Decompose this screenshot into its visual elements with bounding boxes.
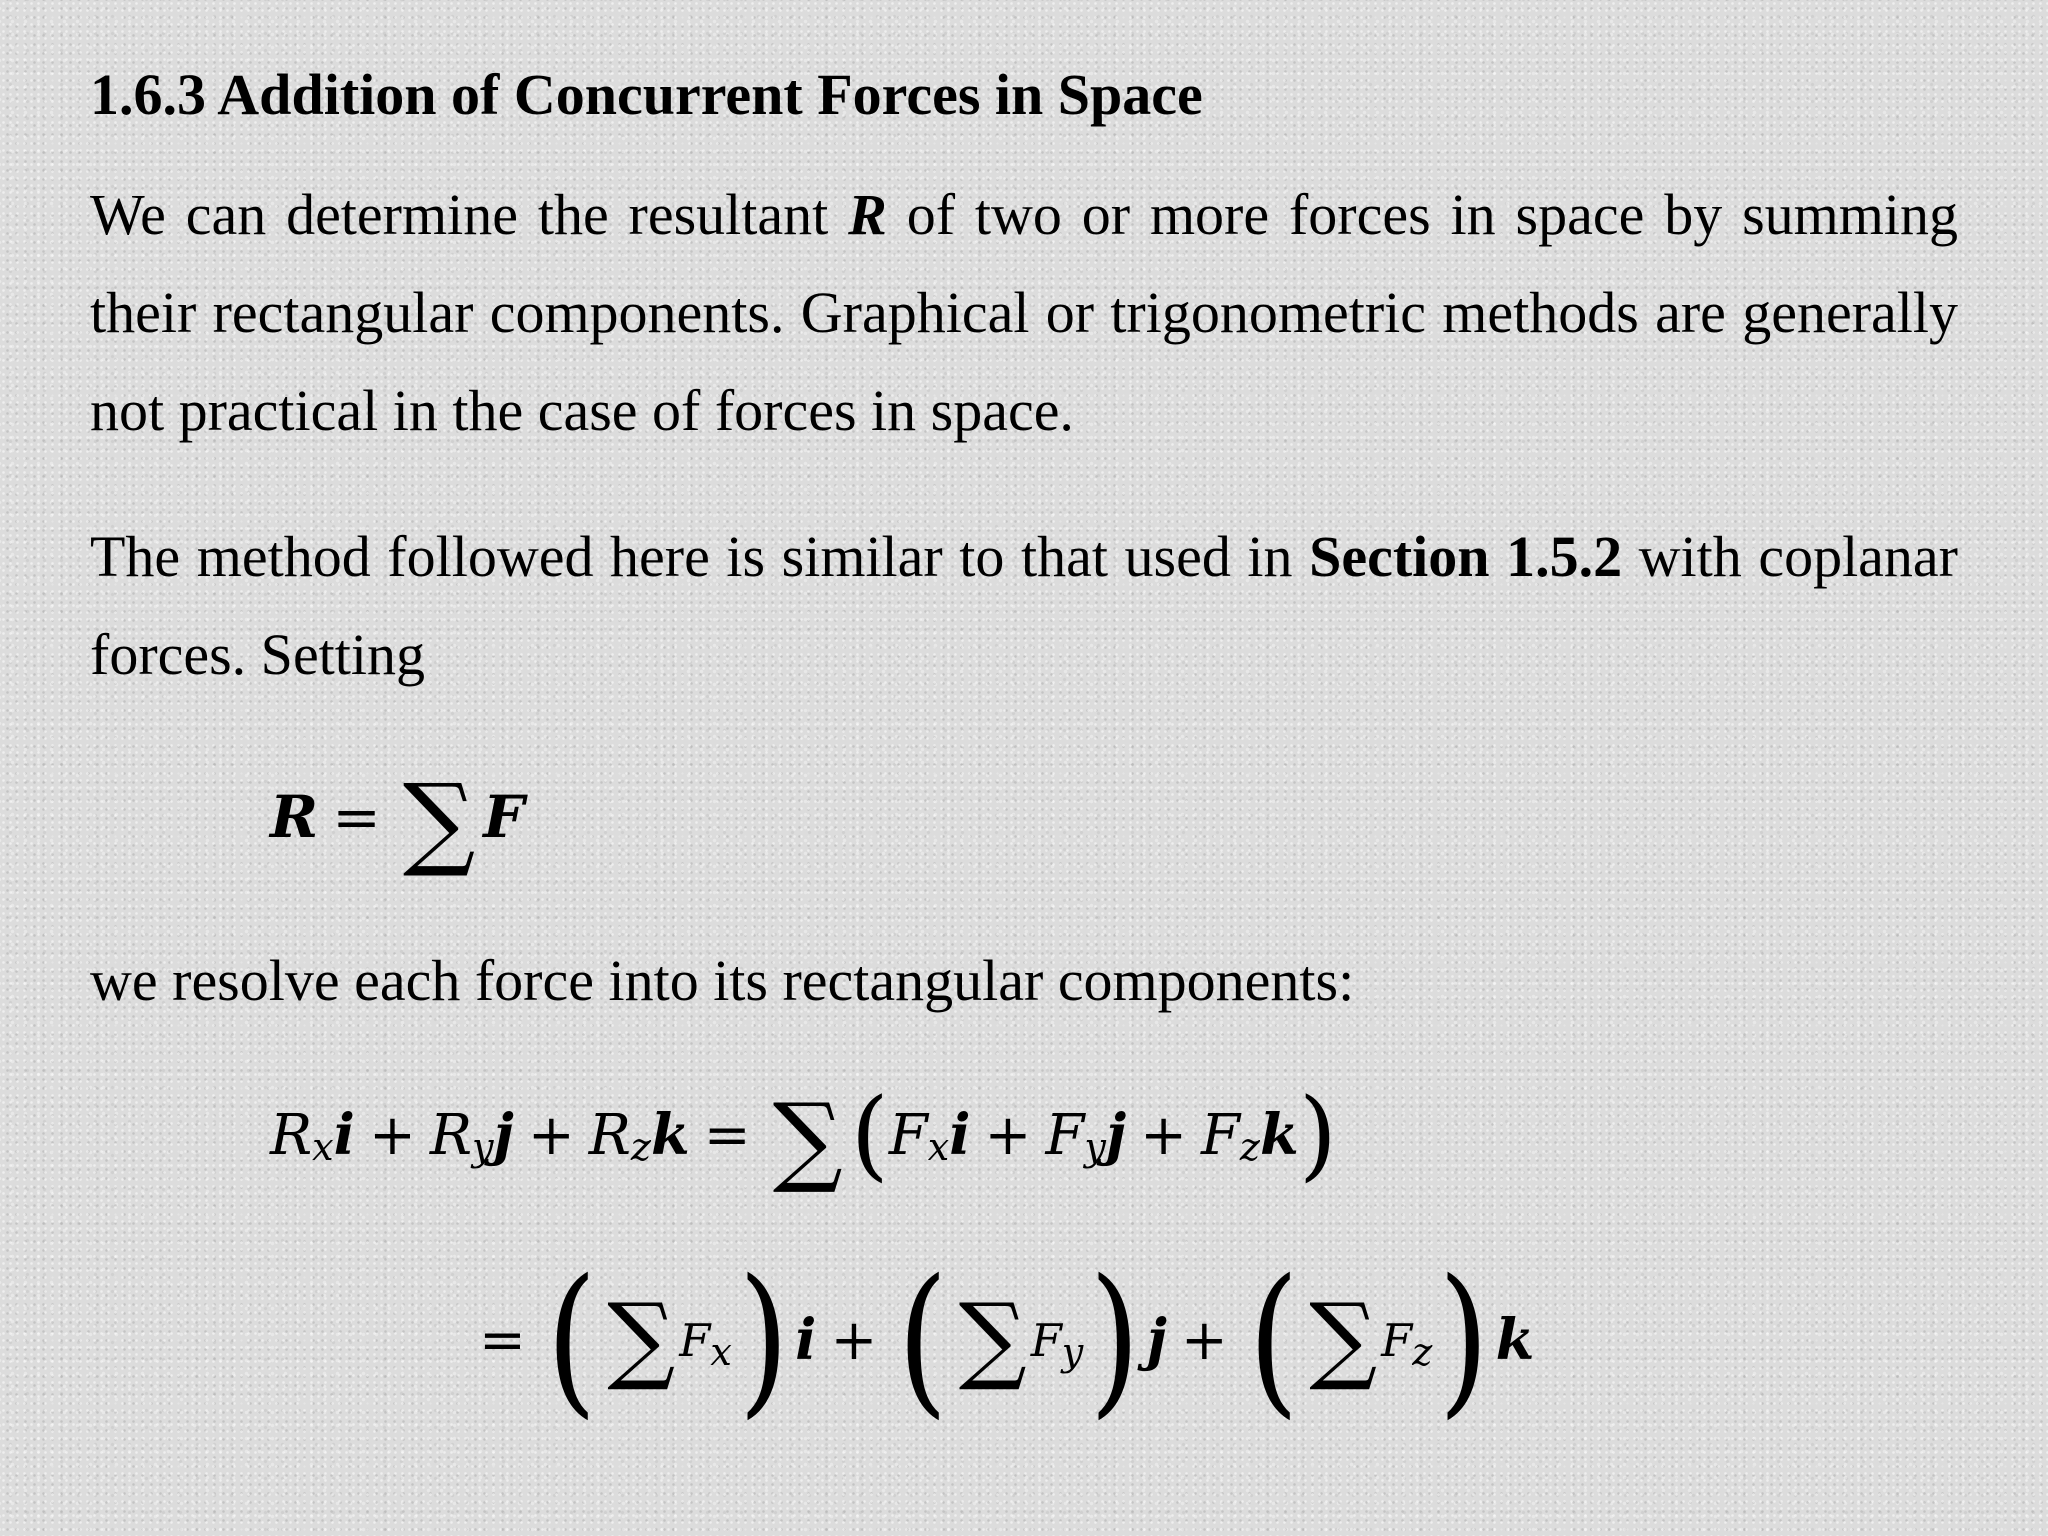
unit-vector-j: j xyxy=(1105,1102,1127,1168)
eq-plus: + xyxy=(1180,1307,1228,1373)
eq-symbol-F: F xyxy=(1381,1313,1413,1367)
eq-left-paren: ( xyxy=(897,1244,949,1434)
eq-symbol-R: R xyxy=(270,1102,313,1168)
paragraph-text: The method followed here is similar to that used in xyxy=(90,524,1310,589)
eq-subscript: y xyxy=(1084,1125,1106,1170)
paragraph-resolve: we resolve each force into its rectangular components: xyxy=(90,948,1355,1013)
sigma-symbol: ∑ xyxy=(772,1082,843,1197)
eq-left-paren: ( xyxy=(546,1244,597,1434)
eq-left-paren: ( xyxy=(1248,1244,1299,1434)
eq-right-paren: ) xyxy=(1438,1244,1490,1434)
sigma-symbol: ∑ xyxy=(402,762,476,881)
eq-subscript: y xyxy=(472,1125,494,1170)
eq-right-paren: ) xyxy=(1298,1078,1337,1192)
equation-resultant-sum xyxy=(270,742,524,892)
eq-subscript: z xyxy=(1412,1330,1433,1375)
eq-subscript: x xyxy=(710,1330,732,1375)
unit-vector-i: i xyxy=(949,1102,971,1168)
paragraph-text: We can determine the resultant xyxy=(90,182,849,247)
eq-left-paren: ( xyxy=(850,1078,889,1192)
eq-subscript: z xyxy=(1239,1125,1260,1170)
eq-right-paren: ) xyxy=(1089,1244,1141,1434)
unit-vector-j: j xyxy=(493,1102,514,1168)
eq-symbol-F: F xyxy=(1030,1313,1062,1367)
sigma-symbol: ∑ xyxy=(1309,1284,1378,1395)
eq-symbol-F: F xyxy=(483,783,525,851)
eq-subscript: y xyxy=(1061,1330,1084,1375)
eq-equals: = xyxy=(479,1307,526,1373)
eq-symbol-F: F xyxy=(679,1313,711,1367)
eq-plus: + xyxy=(1140,1102,1188,1168)
eq-equals: = xyxy=(703,1102,751,1168)
eq-plus: + xyxy=(368,1102,416,1168)
section-reference: Section 1.5.2 xyxy=(1309,524,1623,589)
paragraph-method xyxy=(90,508,1958,704)
paragraph-text: with coplanar forces. Setting xyxy=(90,524,1958,687)
eq-plus: + xyxy=(830,1307,878,1373)
eq-symbol-F: F xyxy=(888,1102,928,1168)
equation-components xyxy=(270,1060,1337,1210)
eq-right-paren: ) xyxy=(738,1244,789,1434)
sigma-symbol: ∑ xyxy=(958,1284,1027,1395)
eq-symbol-F: F xyxy=(1045,1102,1085,1168)
eq-symbol-F: F xyxy=(1201,1102,1240,1168)
equation-grouped-sums xyxy=(465,1245,1534,1435)
eq-plus: + xyxy=(527,1102,575,1168)
eq-symbol-R: R xyxy=(270,783,319,851)
eq-plus: + xyxy=(984,1102,1032,1168)
sigma-symbol: ∑ xyxy=(607,1284,676,1395)
unit-vector-k: k xyxy=(650,1102,690,1168)
eq-equals: = xyxy=(332,783,381,851)
eq-symbol-R: R xyxy=(588,1102,631,1168)
unit-vector-i: i xyxy=(333,1102,355,1168)
unit-vector-j: j xyxy=(1146,1307,1167,1373)
paragraph-text: of two or more forces in space by summing their rectangular components. Graphical or trigonometric methods are generally not practical in the case of forces in space. xyxy=(90,182,1958,443)
unit-vector-k: k xyxy=(1259,1102,1299,1168)
paragraph-resultant xyxy=(90,166,1958,460)
section-heading: 1.6.3 Addition of Concurrent Forces in Space xyxy=(90,62,1203,127)
eq-subscript: z xyxy=(630,1125,651,1170)
unit-vector-k: k xyxy=(1495,1307,1535,1373)
unit-vector-i: i xyxy=(795,1307,817,1373)
eq-subscript: x xyxy=(312,1125,334,1170)
eq-symbol-R: R xyxy=(429,1102,473,1168)
eq-subscript: x xyxy=(927,1125,950,1170)
resultant-symbol: R xyxy=(848,182,887,247)
